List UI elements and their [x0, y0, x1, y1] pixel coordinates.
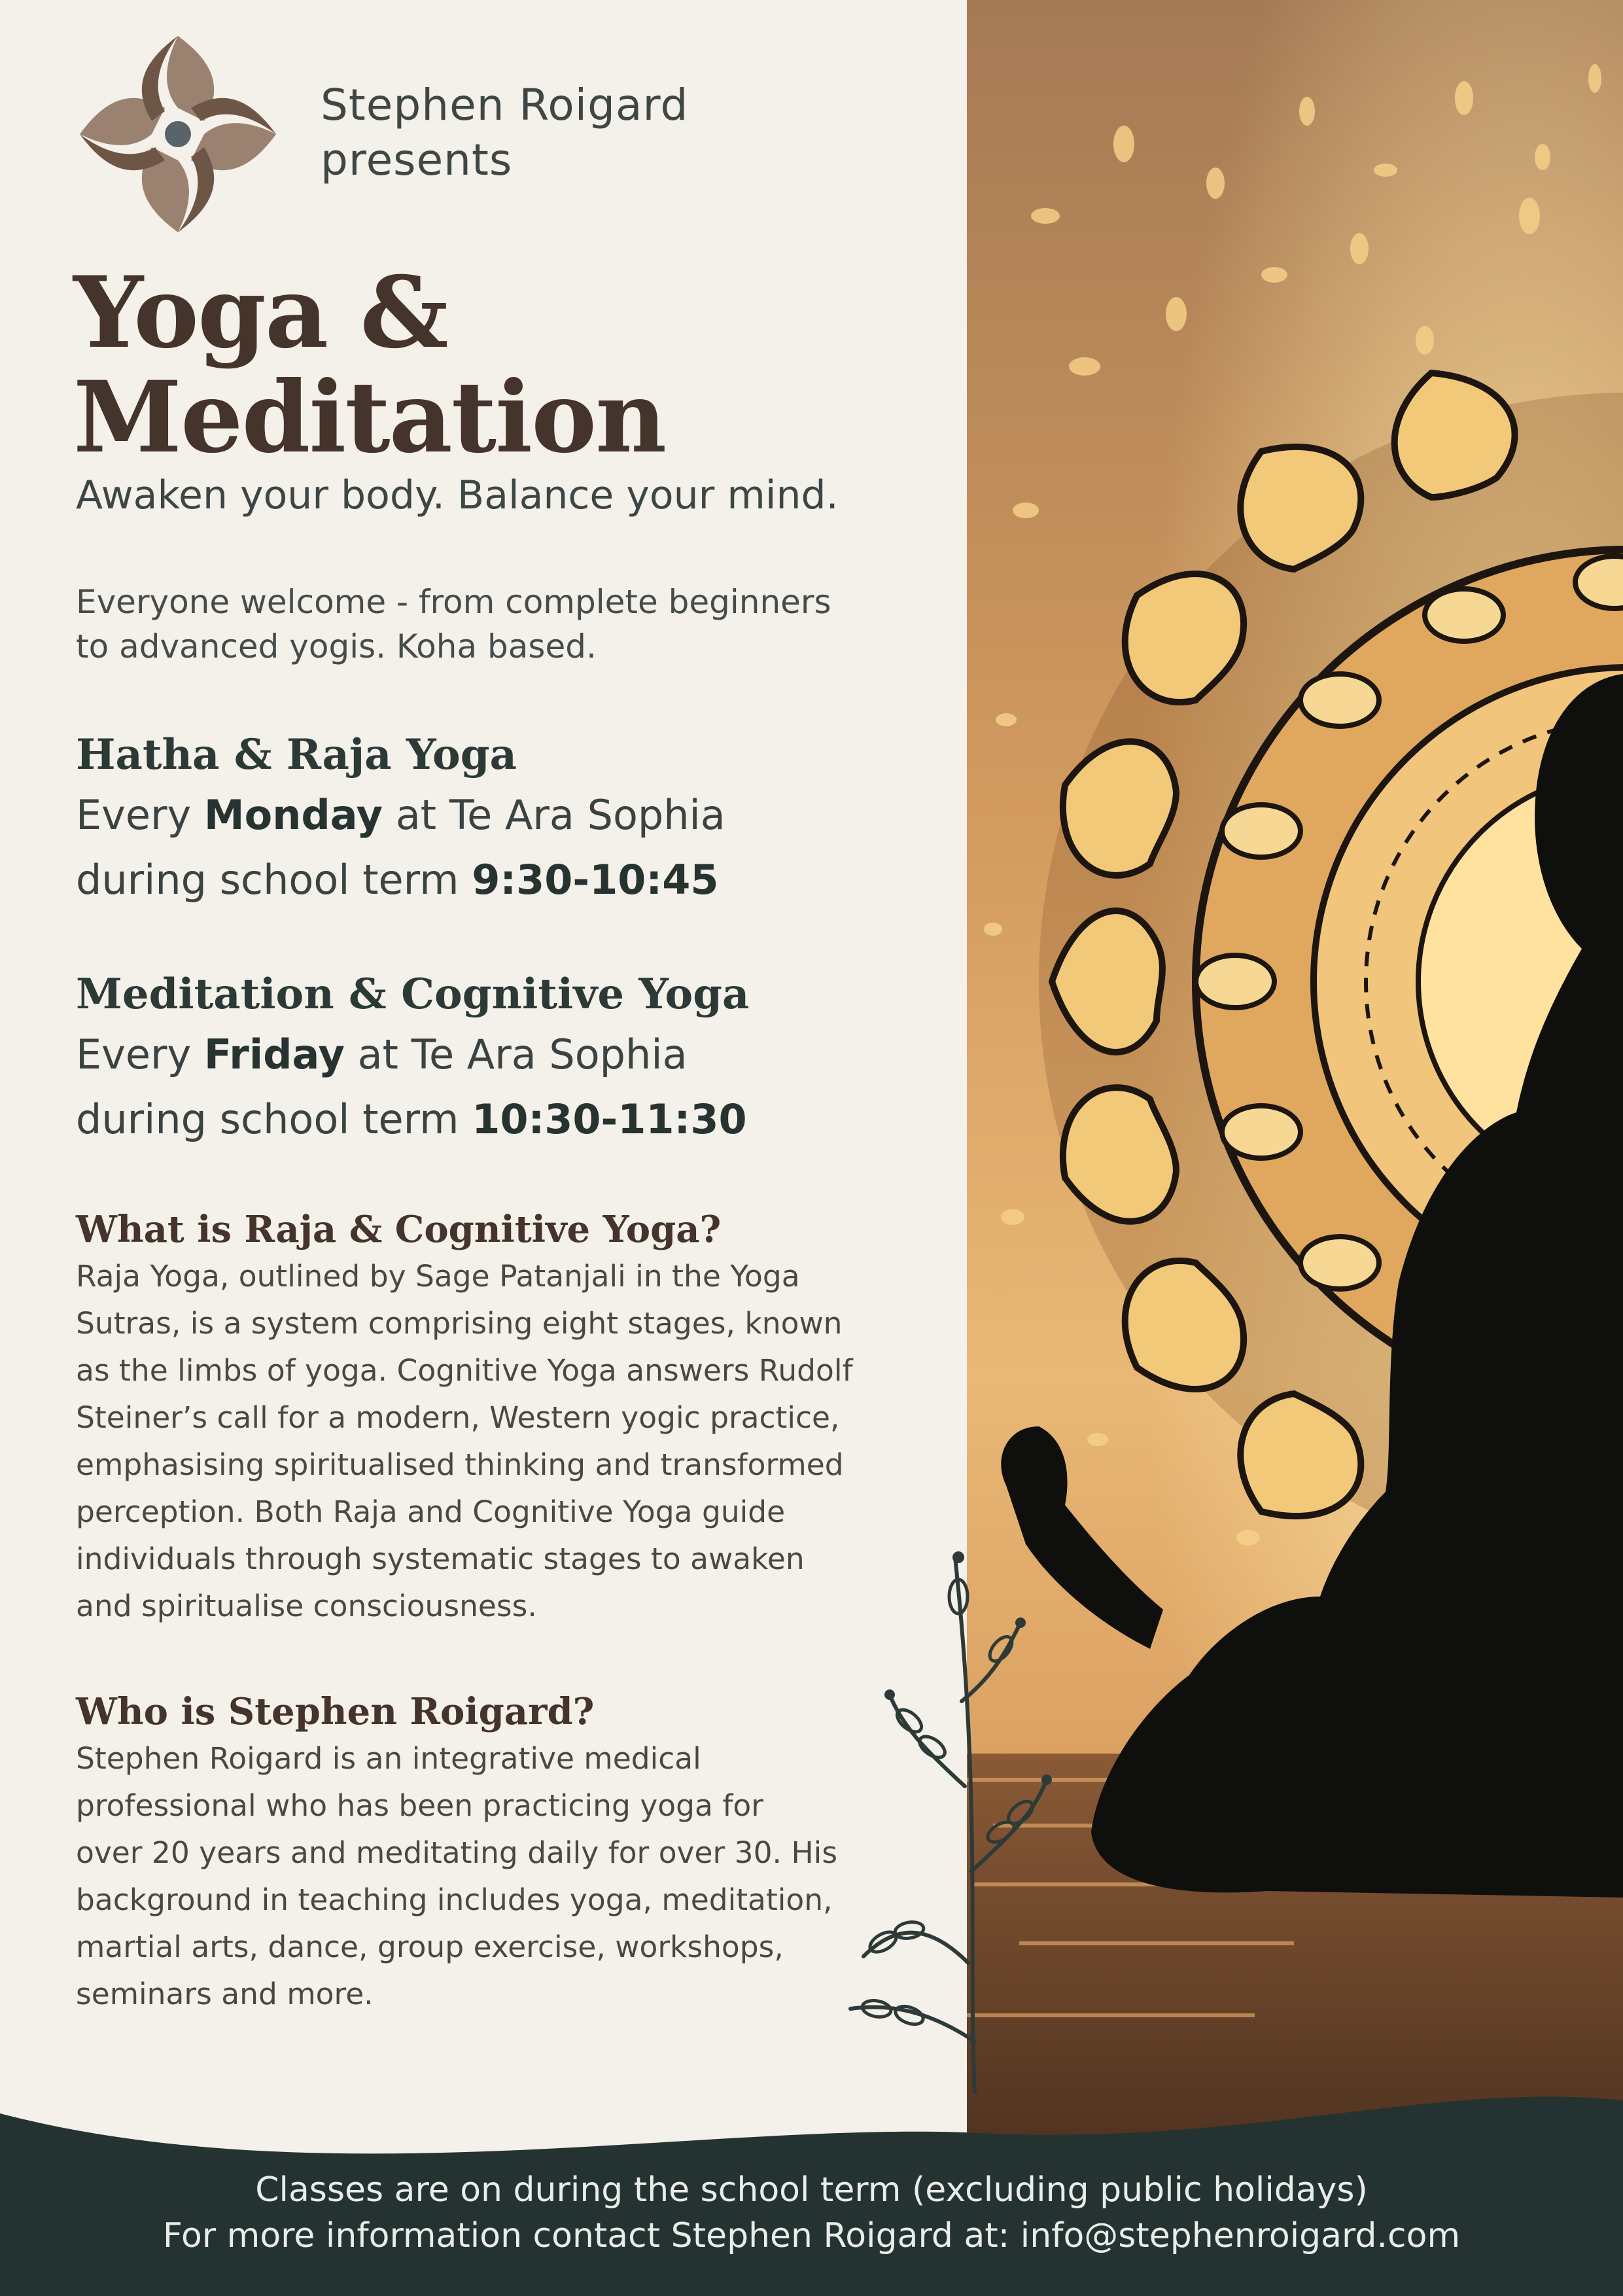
body-line: martial arts, dance, group exercise, workshops, — [76, 1930, 784, 1964]
tagline: Awaken your body. Balance your mind. — [76, 472, 839, 518]
body-line: professional who has been practicing yoga for — [76, 1788, 763, 1823]
presenter-line1: Stephen Roigard — [321, 80, 689, 130]
fern-plant-icon — [824, 1505, 1073, 2094]
title-line1: Yoga & — [73, 255, 447, 370]
class-name: Hatha & Raja Yoga — [76, 730, 517, 779]
presenter-name — [321, 78, 778, 188]
class-venue: at Te Ara Sophia — [395, 791, 725, 839]
welcome-line2: to advanced yogis. Koha based. — [76, 627, 597, 665]
class-hatha-raja — [76, 728, 926, 912]
class-day: Friday — [203, 1031, 345, 1078]
class-time-line — [76, 1087, 926, 1152]
class-time: 10:30-11:30 — [472, 1095, 747, 1143]
body-line: seminars and more. — [76, 1977, 374, 2011]
quatrefoil-logo-icon — [73, 29, 283, 239]
class-every: Every — [76, 791, 192, 839]
body-line: Raja Yoga, outlined by Sage Patanjali in the Yoga — [76, 1259, 800, 1294]
body-line: emphasising spiritualised thinking and transformed — [76, 1447, 844, 1482]
body-line: as the limbs of yoga. Cognitive Yoga answers Rudolf — [76, 1353, 853, 1388]
class-term: during school term — [76, 1095, 459, 1143]
welcome-line1: Everyone welcome - from complete beginners — [76, 583, 831, 621]
body-line: perception. Both Raja and Cognitive Yoga guide — [76, 1494, 786, 1529]
body-line: individuals through systematic stages to awaken — [76, 1542, 805, 1576]
class-venue: at Te Ara Sophia — [357, 1031, 688, 1078]
page-title — [73, 255, 924, 475]
body-line: and spiritualise consciousness. — [76, 1589, 537, 1623]
class-time-line — [76, 847, 926, 912]
section-what-is-yoga — [76, 1206, 913, 1630]
body-line: background in teaching includes yoga, meditation, — [76, 1882, 833, 1917]
body-line: Sutras, is a system comprising eight stages, known — [76, 1306, 843, 1341]
class-name: Meditation & Cognitive Yoga — [76, 970, 750, 1019]
body-line: Steiner’s call for a modern, Western yogic practice, — [76, 1400, 840, 1435]
class-schedule — [76, 1022, 926, 1087]
footer-contact: For more information contact Stephen Roigard at: info@stephenroigard.com — [162, 2216, 1461, 2255]
welcome-text — [76, 580, 926, 669]
section-body — [76, 1735, 913, 2018]
class-meditation-cognitive — [76, 967, 926, 1152]
body-line: over 20 years and meditating daily for over 30. His — [76, 1835, 838, 1870]
presenter-line2: presents — [321, 135, 513, 185]
footer — [0, 2167, 1623, 2259]
footer-schedule-note: Classes are on during the school term (excluding public holidays) — [255, 2170, 1368, 2210]
body-line: Stephen Roigard is an integrative medical — [76, 1741, 701, 1776]
title-line2: Meditation — [73, 360, 666, 475]
class-day: Monday — [203, 791, 383, 839]
class-term: during school term — [76, 856, 459, 904]
section-who-is-stephen — [76, 1688, 913, 2018]
section-heading: Who is Stephen Roigard? — [76, 1690, 595, 1733]
section-heading: What is Raja & Cognitive Yoga? — [76, 1208, 722, 1251]
class-every: Every — [76, 1031, 192, 1078]
class-schedule — [76, 783, 926, 847]
section-body — [76, 1253, 913, 1630]
class-time: 9:30-10:45 — [472, 856, 719, 904]
